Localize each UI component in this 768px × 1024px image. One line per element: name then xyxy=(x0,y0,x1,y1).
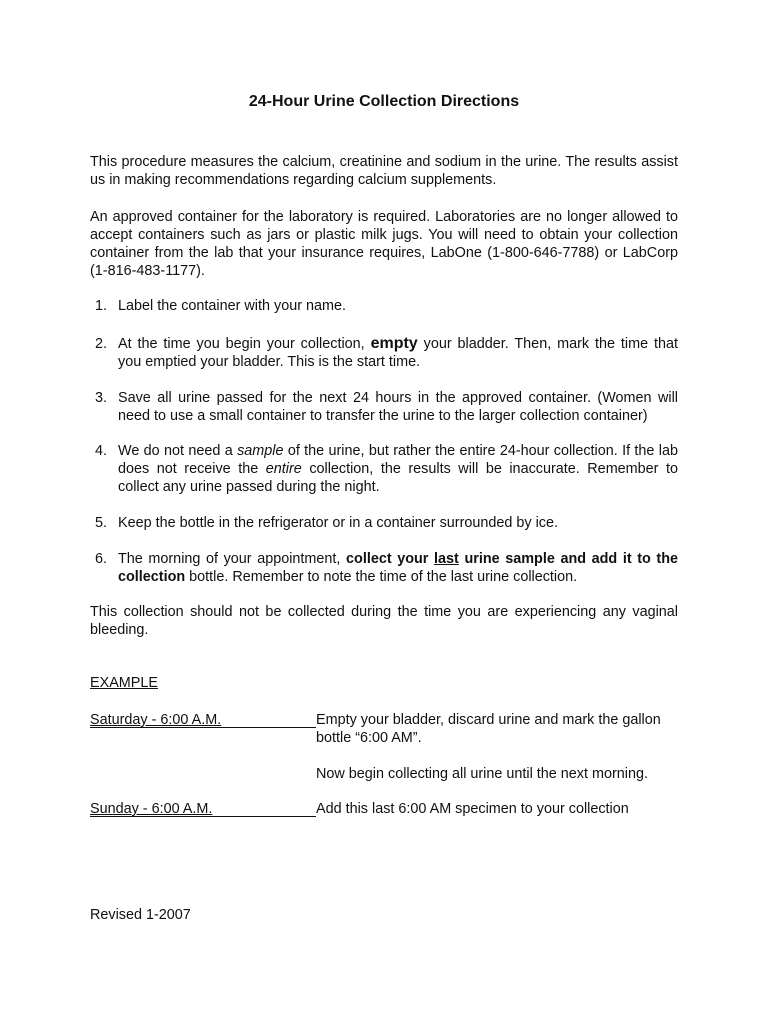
example-heading: EXAMPLE xyxy=(90,675,158,691)
step-text: At the time you begin your collection, empty your bladder. Then, mark the time that you emptied your bladder. This is the start time. xyxy=(118,335,679,370)
step-number: 1. xyxy=(95,298,108,314)
step-4 xyxy=(90,442,678,496)
example-text-saturday-2: Now begin collecting all urine until the next morning. xyxy=(316,766,648,782)
example-day-saturday: Saturday - 6:00 A.M. xyxy=(90,711,316,729)
step-5 xyxy=(90,514,678,532)
step-2 xyxy=(90,335,678,371)
step-1 xyxy=(90,297,678,315)
step-number: 6. xyxy=(95,551,108,567)
document-title: 24-Hour Urine Collection Directions xyxy=(248,93,520,110)
step-6 xyxy=(90,550,678,586)
step-number: 5. xyxy=(95,515,108,531)
revision-note: Revised 1-2007 xyxy=(90,907,191,923)
example-day-sunday: Sunday - 6:00 A.M. xyxy=(90,800,316,818)
emphasis-empty: empty xyxy=(370,335,418,352)
step-text: Save all urine passed for the next 24 hours in the approved container. (Women will need to use a small container to transfer the urine to the larger collection container) xyxy=(118,390,678,424)
emphasis-entire: entire xyxy=(265,461,302,477)
intro-paragraph-2: An approved container for the laboratory is required. Laboratories are no longer allowed to accept containers such as jars or plastic milk jugs. You will need to obtain your collection container from the lab that your insurance requires, LabOne (1-800-646-7788) or LabCorp (1-816-483-1177). xyxy=(90,209,678,279)
intro-paragraph-1: This procedure measures the calcium, creatinine and sodium in the urine. The results assist us in making recommendations regarding calcium supplements. xyxy=(90,154,678,188)
step-number: 3. xyxy=(95,390,108,406)
step-text: We do not need a sample of the urine, but rather the entire 24-hour collection. If the lab does not receive the entire collection, the results will be inaccurate. Remember to collect any urine passed during the night. xyxy=(118,443,679,495)
example-text-saturday: Empty your bladder, discard urine and mark the gallon bottle “6:00 AM”. xyxy=(316,712,661,746)
emphasis-last: last xyxy=(434,551,459,567)
step-text: The morning of your appointment, collect your last urine sample and add it to the collection bottle. Remember to note the time of the last urine collection. xyxy=(118,551,678,585)
closing-paragraph: This collection should not be collected during the time you are experiencing any vaginal bleeding. xyxy=(90,604,678,638)
example-text-sunday: Add this last 6:00 AM specimen to your collection xyxy=(316,801,629,817)
step-3 xyxy=(90,389,678,425)
step-number: 2. xyxy=(95,336,108,352)
step-text: Keep the bottle in the refrigerator or in a container surrounded by ice. xyxy=(118,515,558,531)
step-text: Label the container with your name. xyxy=(118,298,346,314)
emphasis-sample: sample xyxy=(237,443,284,459)
step-number: 4. xyxy=(95,443,108,459)
